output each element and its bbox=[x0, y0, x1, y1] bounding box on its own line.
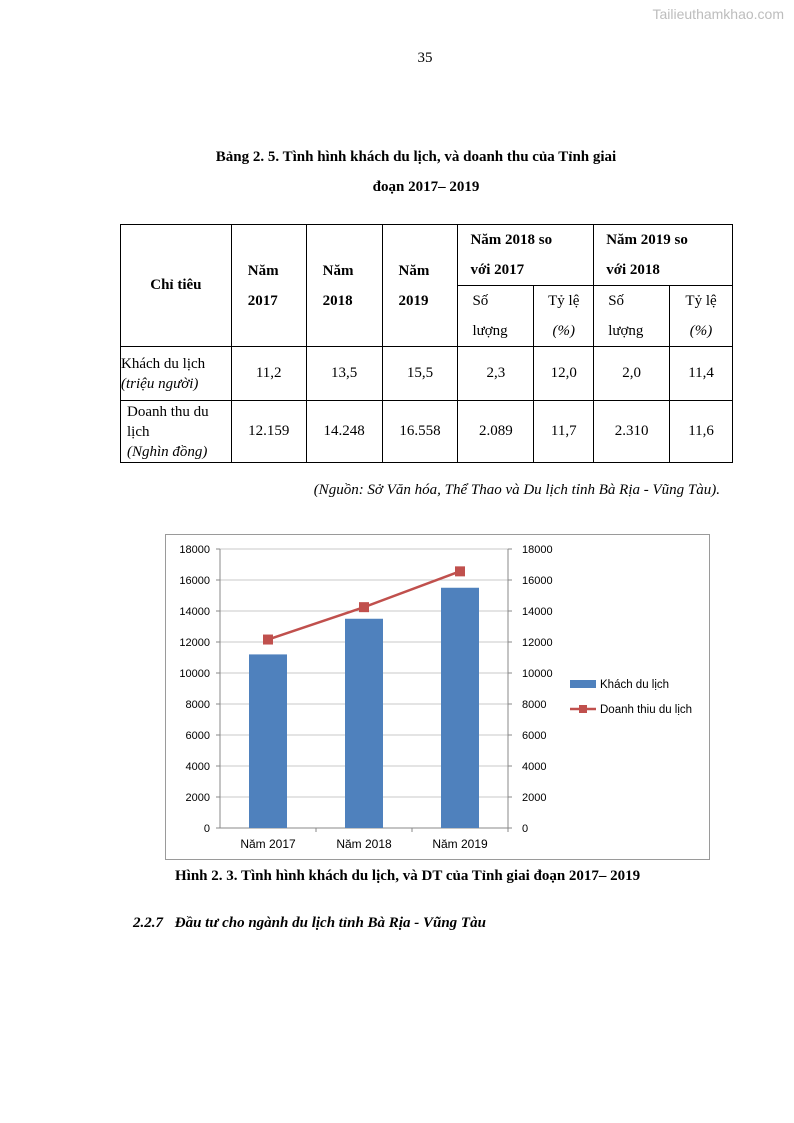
y-tick-label: 2000 bbox=[185, 792, 210, 804]
table-row bbox=[121, 347, 733, 401]
section-number: 2.2.7 bbox=[133, 915, 163, 931]
table-caption-line1: Bảng 2. 5. Tình hình khách du lịch, và doanh thu của Tỉnh giai bbox=[215, 149, 617, 165]
y2-tick-label: 14000 bbox=[522, 606, 553, 618]
header-year-2019: Năm 2019 bbox=[382, 225, 458, 347]
line-point-doanh-thu bbox=[455, 566, 465, 576]
y-tick-label: 18000 bbox=[179, 544, 210, 556]
y2-tick-label: 0 bbox=[522, 823, 529, 835]
header-year-2017: Năm 2017 bbox=[231, 225, 306, 347]
y2-tick-label: 6000 bbox=[522, 730, 547, 742]
y2-tick-label: 2000 bbox=[522, 792, 547, 804]
table-cell: 12.159 bbox=[231, 401, 306, 463]
data-table bbox=[120, 224, 733, 463]
table-cell: 15,5 bbox=[382, 347, 458, 401]
y2-tick-label: 8000 bbox=[522, 699, 547, 711]
row-label: Khách du lịch (triệu người) bbox=[121, 347, 232, 401]
chart-frame bbox=[165, 534, 710, 860]
line-point-doanh-thu bbox=[359, 602, 369, 612]
y-tick-label: 14000 bbox=[179, 606, 210, 618]
y-tick-label: 16000 bbox=[179, 575, 210, 587]
y2-tick-label: 18000 bbox=[522, 544, 553, 556]
y-tick-label: 12000 bbox=[179, 637, 210, 649]
table-cell: 16.558 bbox=[382, 401, 458, 463]
table-caption-line2: đoạn 2017– 2019 bbox=[372, 179, 480, 195]
table-cell: 12,0 bbox=[534, 347, 594, 401]
watermark: Tailieuthamkhao.com bbox=[652, 6, 784, 22]
combo-chart bbox=[166, 535, 709, 859]
legend-marker-doanh-thu bbox=[579, 705, 587, 713]
x-tick-label: Năm 2018 bbox=[336, 837, 392, 851]
header-so-luong-2019: Số lượng bbox=[594, 286, 670, 347]
y2-tick-label: 4000 bbox=[522, 761, 547, 773]
table-cell: 11,4 bbox=[670, 347, 733, 401]
table-cell: 13,5 bbox=[306, 347, 382, 401]
table-cell: 2.089 bbox=[458, 401, 534, 463]
section-heading bbox=[133, 915, 486, 932]
header-year-2018: Năm 2018 bbox=[306, 225, 382, 347]
table-cell: 14.248 bbox=[306, 401, 382, 463]
y2-tick-label: 10000 bbox=[522, 668, 553, 680]
y2-tick-label: 16000 bbox=[522, 575, 553, 587]
y-tick-label: 10000 bbox=[179, 668, 210, 680]
y2-tick-label: 12000 bbox=[522, 637, 553, 649]
table-cell: 11,7 bbox=[534, 401, 594, 463]
y-tick-label: 8000 bbox=[185, 699, 210, 711]
header-chi-tieu: Chỉ tiêu bbox=[121, 225, 232, 347]
y-tick-label: 4000 bbox=[185, 761, 210, 773]
page-number: 35 bbox=[417, 50, 433, 66]
y-tick-label: 0 bbox=[203, 823, 210, 835]
x-tick-label: Năm 2017 bbox=[240, 837, 296, 851]
source-note: (Nguồn: Sở Văn hóa, Thể Thao và Du lịch tỉnh Bà Rịa - Vũng Tàu). bbox=[313, 482, 720, 498]
figure-caption: Hình 2. 3. Tình hình khách du lịch, và DT của Tỉnh giai đoạn 2017– 2019 bbox=[175, 868, 641, 884]
table-cell: 2,3 bbox=[458, 347, 534, 401]
table-cell: 11,2 bbox=[231, 347, 306, 401]
legend-swatch-khach bbox=[570, 680, 596, 688]
header-compare-2018: Năm 2018 so với 2017 bbox=[458, 225, 594, 286]
bar-khach-du-lich bbox=[441, 588, 479, 828]
header-so-luong-2018: Số lượng bbox=[458, 286, 534, 347]
row-label: Doanh thu du lịch (Nghìn đồng) bbox=[121, 401, 232, 463]
legend-label-doanh-thu: Doanh thiu du lịch bbox=[600, 704, 693, 716]
table-cell: 2,0 bbox=[594, 347, 670, 401]
header-ty-le-2018: Tỷ lệ (%) bbox=[534, 286, 594, 347]
header-ty-le-2019: Tỷ lệ (%) bbox=[670, 286, 733, 347]
table-cell: 11,6 bbox=[670, 401, 733, 463]
legend-label-khach: Khách du lịch bbox=[600, 679, 670, 691]
line-point-doanh-thu bbox=[263, 635, 273, 645]
y-tick-label: 6000 bbox=[185, 730, 210, 742]
table-cell: 2.310 bbox=[594, 401, 670, 463]
header-compare-2019: Năm 2019 so với 2018 bbox=[594, 225, 733, 286]
bar-khach-du-lich bbox=[249, 654, 287, 828]
bar-khach-du-lich bbox=[345, 619, 383, 828]
section-title: Đầu tư cho ngành du lịch tỉnh Bà Rịa - Vũng Tàu bbox=[174, 915, 486, 931]
table-row bbox=[121, 401, 733, 463]
x-tick-label: Năm 2019 bbox=[432, 837, 488, 851]
